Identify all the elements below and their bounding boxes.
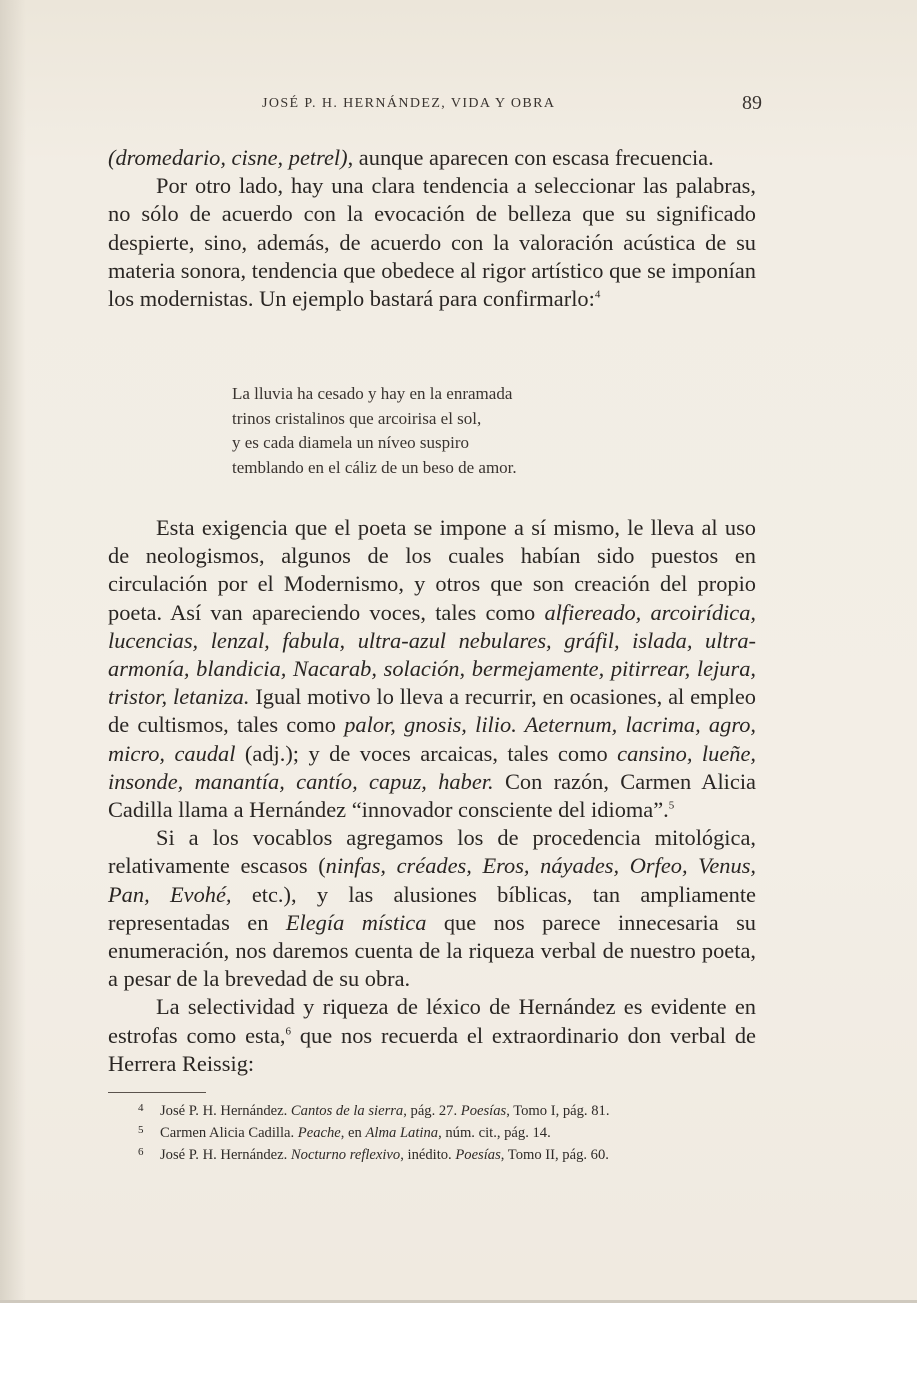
verse-line: y es cada diamela un níveo suspiro	[232, 433, 469, 452]
footnote-text: José P. H. Hernández.	[160, 1147, 291, 1163]
paragraph-3-text: Esta exigencia que el poeta se impone a sí mismo, le lleva al uso de neologismos, algunos de los cuales habían sido puestos en circulación por el Modernismo, y otros que son creación del propio poeta. Así van apareciendo voces, tales como	[108, 515, 756, 625]
verse-quote	[232, 382, 652, 480]
footnote-number: 4	[138, 1102, 144, 1114]
footnote-title: Peache	[297, 1125, 341, 1141]
footnote	[138, 1143, 778, 1165]
footnote-text: , pág. 27.	[403, 1103, 461, 1119]
paragraph-3	[108, 514, 756, 824]
footnote-title: Nocturno reflexivo	[290, 1147, 401, 1163]
archaic-voices-list: cansino, lueñe, insonde, manantía, cantío, capuz, haber.	[108, 740, 756, 794]
footnote-ref-5[interactable]: 5	[668, 799, 675, 812]
paragraph-4	[108, 824, 756, 993]
footnote-divider	[108, 1092, 206, 1093]
footnote-title: Poesías	[460, 1103, 507, 1119]
paragraph-4-text: que nos parece innecesaria su enumeración, nos daremos cuenta de la riqueza verbal de nuestro poeta, a pesar de la brevedad de su obra.	[108, 909, 756, 992]
paragraph-5-text: La selectividad y riqueza de léxico de Hernández es evidente en estrofas como esta,	[108, 994, 756, 1048]
footnote-title: Cantos de la sierra	[290, 1103, 404, 1119]
body-text-upper	[108, 144, 756, 313]
page-header	[262, 92, 762, 116]
paragraph-3-text: (adj.); y de voces arcaicas, tales como	[235, 740, 618, 766]
cultismos-list: palor, gnosis, lilio. Aeternum, lacrima, agro, micro, caudal	[108, 712, 756, 766]
footnotes	[138, 1099, 778, 1165]
work-title: Elegía mística	[285, 909, 427, 935]
footnote	[138, 1121, 778, 1143]
paragraph-5	[108, 993, 756, 1078]
paragraph-4-text: etc.), y las alusiones bíblicas, tan ampliamente representadas en	[108, 881, 756, 935]
paragraph-1	[108, 144, 756, 172]
verse-line: La lluvia ha cesado y hay en la enramada	[232, 384, 513, 403]
neologisms-list: alfiereado, arcoirídica, lucencias, lenzal, fabula, ultra-azul nebulares, gráfil, islada, ultra-armonía, blandicia, Nacarab, solación, bermejamente, pitirrear, lejura, tristor, letaniza.	[108, 599, 757, 710]
mythological-list: ninfas, créades, Eros, náyades, Orfeo, Venus, Pan, Evohé,	[108, 853, 756, 907]
paragraph-5-text: que nos recuerda el extraordinario don verbal de Herrera Reissig:	[108, 1022, 756, 1076]
paragraph-2	[108, 172, 756, 313]
page-number: 89	[742, 92, 762, 114]
footnote-title: Alma Latina	[365, 1125, 439, 1141]
paragraph-3-text: Igual motivo lo lleva a recurrir, en ocasiones, al empleo de cultismos, tales como	[108, 684, 756, 738]
footnote-text: , en	[340, 1125, 366, 1141]
paragraph-4-text: Si a los vocablos agregamos los de procedencia mitológica, relativamente escasos (	[108, 825, 756, 879]
footnote	[138, 1099, 778, 1121]
verse-line: temblando en el cáliz de un beso de amor.	[232, 457, 517, 477]
paragraph-1-text: , aunque aparecen con escasa frecuencia.	[347, 145, 714, 170]
page-gutter-shadow	[0, 0, 26, 1310]
scan-bottom-margin	[0, 1300, 917, 1386]
footnote-text: Carmen Alicia Cadilla.	[160, 1125, 298, 1141]
running-head: JOSÉ P. H. HERNÁNDEZ, VIDA Y OBRA	[262, 96, 556, 111]
footnote-text: , núm. cit., pág. 14.	[438, 1125, 551, 1141]
paragraph-3-text: Con razón, Carmen Alicia Cadilla llama a Hernández “innovador consciente del idioma”.	[108, 768, 756, 823]
paragraph-2-text: Por otro lado, hay una clara tendencia a seleccionar las palabras, no sólo de acuerdo con la evocación de belleza que su significado despierte, sino, además, de acuerdo con la valoración acústica de su materia sonora, tendencia que obedece al rigor artístico que se imponían los modernistas. Un ejemplo bastará para confirmarlo:	[108, 173, 756, 312]
footnote-title: Poesías	[455, 1147, 501, 1163]
footnote-number: 6	[138, 1146, 144, 1158]
footnote-text: José P. H. Hernández.	[160, 1103, 291, 1119]
body-text-lower	[108, 514, 756, 1078]
footnote-ref-4[interactable]: 4	[594, 288, 601, 301]
footnote-text: , Tomo I, pág. 81.	[506, 1103, 610, 1119]
footnote-number: 5	[138, 1124, 144, 1136]
footnote-text: , Tomo II, pág. 60.	[500, 1147, 609, 1163]
verse-line: trinos cristalinos que arcoirisa el sol,	[232, 408, 482, 428]
footnote-text: , inédito.	[400, 1147, 456, 1163]
footnote-ref-6[interactable]: 6	[285, 1025, 291, 1038]
paragraph-1-italic: (dromedario, cisne, petrel)	[108, 145, 348, 170]
